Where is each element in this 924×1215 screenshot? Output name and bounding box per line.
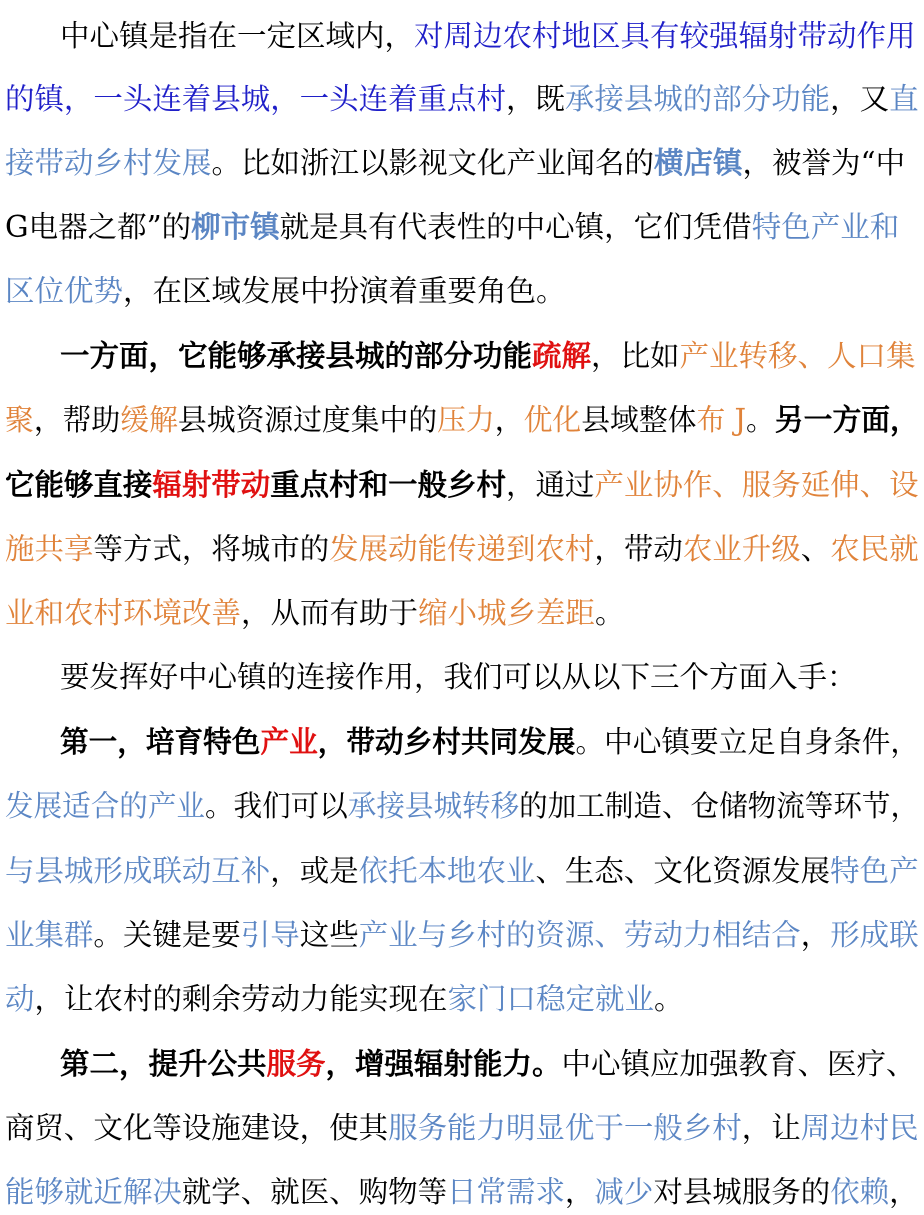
text-run: 直	[889, 82, 919, 116]
text-run: ，带动乡村共同发展	[317, 724, 576, 759]
doc-line	[60, 16, 916, 56]
text-run: 它能够直接	[5, 467, 153, 502]
text-run: ，让	[741, 1111, 801, 1145]
text-run: ，帮助	[33, 403, 121, 437]
text-run: 的镇，一头连着县城，一头连着重点村	[5, 82, 506, 116]
doc-line	[5, 915, 919, 955]
doc-line	[5, 851, 919, 891]
doc-line	[60, 336, 916, 376]
text-run: 能够就近解决	[5, 1175, 182, 1209]
text-run: 承接县城的部分功能	[564, 82, 831, 116]
text-run: 。关键是要	[93, 918, 241, 952]
doc-line	[5, 465, 919, 505]
text-run: ，	[494, 403, 524, 437]
text-run: 中心镇应加强教育、医疗、	[561, 1047, 916, 1081]
text-run: 缩小城乡差距	[418, 596, 596, 630]
text-run: 服务能力明显优于一般乡村	[388, 1111, 742, 1145]
text-run: ，增强辐射能力。	[325, 1046, 562, 1081]
doc-line	[5, 79, 919, 119]
text-run: 业和农村环境改善	[5, 596, 242, 630]
text-run: 中心镇是指在一定区域内，	[60, 19, 415, 53]
text-run: 日常需求	[447, 1175, 565, 1209]
doc-line	[60, 1044, 916, 1084]
text-run: 对县城服务的	[653, 1175, 831, 1209]
doc-line	[5, 979, 684, 1019]
text-run: 聚	[5, 403, 34, 437]
text-run: 等方式，将城市的	[93, 532, 330, 566]
text-run: G电器之都”的	[5, 210, 192, 244]
text-run: ，被誉为“中	[742, 146, 906, 180]
doc-line	[5, 400, 919, 440]
text-run: 。我们可以	[204, 789, 348, 823]
text-run: 依托本地农业	[358, 854, 536, 888]
text-run: 区位优势	[5, 274, 124, 308]
text-run: ，在区域发展中扮演着重要角色。	[123, 274, 566, 308]
text-run: 柳市镇	[191, 209, 280, 244]
text-run: 就学、就医、购物等	[181, 1175, 448, 1209]
text-run: 农民就	[830, 532, 919, 566]
text-run: 第一，培育特色	[60, 724, 261, 759]
text-run: 辐射带动	[152, 467, 271, 502]
text-run: 产业	[260, 724, 318, 759]
doc-line	[5, 593, 625, 633]
text-run: 特色产	[830, 854, 919, 888]
text-run: ，	[564, 1175, 595, 1209]
text-run: 、生态、文化资源发展	[535, 854, 831, 888]
text-run: 一方面，它能够承接县城的部分功能	[60, 338, 533, 373]
text-run: 布 J	[696, 403, 747, 437]
text-run: 减少	[594, 1175, 654, 1209]
doc-line	[5, 1172, 919, 1212]
text-run: 业集群	[5, 918, 94, 952]
doc-line	[60, 722, 919, 762]
text-run: ，通过	[505, 468, 595, 502]
text-run: 形成联	[830, 918, 919, 952]
text-run: 另一方面，	[774, 402, 919, 437]
text-run: ，让农村的剩余劳动力能实现在	[34, 982, 448, 1016]
text-run: 商贸、文化等设施建设，使其	[5, 1111, 389, 1145]
text-run: 县城资源过度集中的	[177, 403, 438, 437]
text-run: ，带动	[594, 532, 683, 566]
doc-line	[5, 271, 566, 311]
text-run: 优化	[523, 403, 582, 437]
text-run: 动	[5, 982, 35, 1016]
text-run: 农业升级	[682, 532, 801, 566]
text-run: 家门口稳定就业	[447, 982, 655, 1016]
text-run: ，又	[830, 82, 890, 116]
text-run: 特色产业和	[751, 210, 900, 244]
doc-line	[5, 529, 919, 569]
doc-line	[5, 1108, 919, 1148]
text-run: 产业与乡村的资源、劳动力相结合	[358, 918, 801, 952]
text-run: ，既	[505, 82, 565, 116]
text-run: 缓解	[120, 403, 178, 437]
text-run: 施共享	[5, 532, 94, 566]
text-run: 服务	[266, 1046, 326, 1081]
text-run: 横店镇	[654, 145, 743, 180]
text-run: 发展适合的产业	[5, 789, 205, 823]
text-run: 。中心镇要立足自身条件，	[575, 725, 920, 759]
text-run: 要发挥好中心镇的连接作用，我们可以从以下三个方面入手：	[60, 660, 857, 694]
text-run: 产业转移、人口集	[679, 339, 916, 373]
text-run: ，比如	[591, 339, 680, 373]
text-run: 产业协作、服务延伸、设	[594, 468, 919, 502]
doc-line	[5, 786, 919, 826]
text-run: 发展动能传递到农村	[329, 532, 595, 566]
text-run: 、	[800, 532, 831, 566]
text-run: 。	[595, 596, 625, 630]
doc-line	[5, 143, 905, 183]
text-run: 重点村和一般乡村	[270, 467, 506, 502]
text-run: 承接县城转移	[347, 789, 520, 823]
text-run: 周边村民	[800, 1111, 919, 1145]
text-run: 就是具有代表性的中心镇，它们凭借	[279, 210, 752, 244]
text-run: ，或是	[270, 854, 359, 888]
text-run: 引导	[240, 918, 300, 952]
text-run: ，	[889, 1175, 919, 1209]
text-run: ，从而有助于	[241, 596, 419, 630]
doc-line	[60, 657, 857, 697]
text-run: 。	[746, 403, 775, 437]
text-run: 依赖	[830, 1175, 890, 1209]
text-run: 第二，提升公共	[60, 1046, 267, 1081]
text-run: 压力	[437, 403, 495, 437]
text-run: 。	[654, 982, 684, 1016]
text-run: 。比如浙江以影视文化产业闻名的	[211, 146, 655, 180]
text-run: 与县城形成联动互补	[5, 854, 271, 888]
text-run: 对周边农村地区具有较强辐射带动作用	[414, 19, 916, 53]
text-run: 接带动乡村发展	[5, 146, 212, 180]
text-run: 这些	[299, 918, 359, 952]
text-run: 疏解	[532, 338, 592, 373]
doc-line	[5, 207, 899, 247]
text-run: ，	[800, 918, 831, 952]
text-run: 县域整体	[581, 403, 697, 437]
text-run: 的加工制造、仓储物流等环节，	[519, 789, 920, 823]
